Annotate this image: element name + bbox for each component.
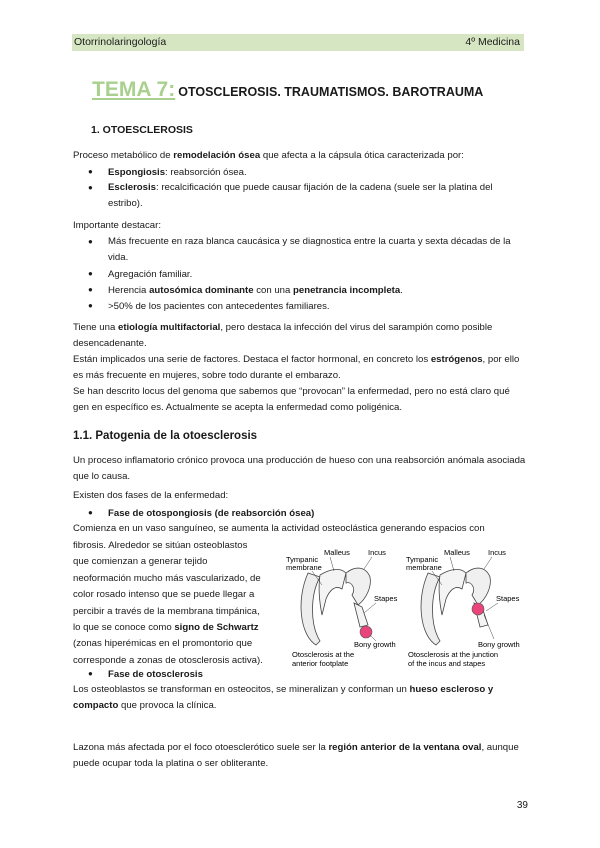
paragraph-fases: Existen dos fases de la enfermedad: xyxy=(73,490,229,501)
caption: anterior footplate xyxy=(292,659,349,668)
list-item-fase-otosclerosis: ● Fase de otosclerosis xyxy=(88,669,203,680)
incus-shape xyxy=(466,568,490,605)
list-item: ● Esclerosis: recalcificación que puede causar fijación de la cadena (suele ser la platina del estribo). xyxy=(88,182,493,210)
incus-shape xyxy=(346,568,370,605)
page-number: 39 xyxy=(516,800,528,811)
otosclerosis-figure xyxy=(286,545,526,670)
label-incus: Incus xyxy=(488,548,506,557)
label-tympanic: membrane xyxy=(286,563,322,572)
paragraph-patogenia: Un proceso inflamatorio crónico provoca una producción de hueso con una reabsorción anómala asociada que lo causa. xyxy=(73,455,526,483)
fase2-paragraph-2: Lazona más afectada por el foco otoesclerótico suele ser la región anterior de la ventana oval, aunque puede ocupar toda la platina o ser obliterante. xyxy=(73,742,519,770)
header-course: Otorrinolaringología xyxy=(74,36,167,48)
list-item: ● Espongiosis: reabsorción ósea. xyxy=(88,167,247,178)
caption: Otosclerosis at the junction xyxy=(408,650,499,659)
label-stapes: Stapes xyxy=(374,594,398,603)
fase1-first-line: Comienza en un vaso sanguíneo, se aumenta la actividad osteoclástica generando espacios con xyxy=(73,523,485,534)
paragraph-genoma: Se han descrito locus del genoma que sabemos que “provocan” la enfermedad, pero no está claro qué gen en específico es. Actualmente se acepta la enfermedad como poligénica. xyxy=(73,386,510,414)
diagram-anterior-footplate xyxy=(286,548,398,668)
label-bony-growth: Bony growth xyxy=(478,640,520,649)
section-heading-patogenia: 1.1. Patogenia de la otoesclerosis xyxy=(73,430,258,442)
title-tema: TEMA 7: xyxy=(92,78,176,101)
caption: Otosclerosis at the xyxy=(292,650,355,659)
label-malleus: Malleus xyxy=(444,548,470,557)
list-item: ● >50% de los pacientes con antecedentes familiares. xyxy=(88,301,330,312)
paragraph-etiologia: Tiene una etiología multifactorial, pero destaca la infección del virus del sarampión como posible desencadenante. xyxy=(73,322,493,350)
section-heading-otoesclerosis: 1. OTOESCLEROSIS xyxy=(91,124,193,136)
fase2-paragraph-1: Los osteoblastos se transforman en osteocitos, se mineralizan y conforman un hueso escleroso y compacto que provoca la clínica. xyxy=(73,684,494,712)
list-item: ● Agregación familiar. xyxy=(88,269,193,280)
malleus-shape xyxy=(319,569,346,615)
list-item-fase-otospongiosis: ● Fase de otospongiosis (de reabsorción ósea) xyxy=(88,508,315,519)
paragraph-factores: Están implicados una serie de factores. Destaca el factor hormonal, en concreto los estrógenos, por ello es más frecuente en mujeres, sobre todo durante el embarazo. xyxy=(73,354,520,382)
tympanic-membrane-shape xyxy=(301,573,320,645)
label-bony-growth: Bony growth xyxy=(354,640,396,649)
label-tympanic: Tympanic xyxy=(286,555,319,564)
page-title xyxy=(92,78,483,102)
malleus-shape xyxy=(439,569,466,615)
label-tympanic: Tympanic xyxy=(406,555,439,564)
label-stapes: Stapes xyxy=(496,594,520,603)
label-incus: Incus xyxy=(368,548,386,557)
bony-growth-mark xyxy=(472,603,484,615)
fase1-paragraph: fibrosis. Alrededor se sitúan osteoblastos que comienzan a generar tejido neoformación mucho más vascularizado, de color rosado intenso que se puede llegar a percibir a través de la membrana timpánica, lo que se conoce como signo de Schwartz (zonas hiperémicas en el promontorio que corresponde a zonas de otosclerosis activa). xyxy=(73,540,263,666)
title-topic: OTOSCLEROSIS. TRAUMATISMOS. BAROTRAUMA xyxy=(178,85,484,99)
list-item: ● Herencia autosómica dominante con una penetrancia incompleta. xyxy=(88,285,403,296)
stapes-shape xyxy=(354,603,368,627)
label-tympanic: membrane xyxy=(406,563,442,572)
bony-growth-mark xyxy=(360,626,372,638)
caption: of the incus and stapes xyxy=(408,659,486,668)
label-malleus: Malleus xyxy=(324,548,350,557)
diagram-incus-stapes-junction xyxy=(406,548,520,668)
list-item: ● Más frecuente en raza blanca caucásica y se diagnostica entre la cuarta y sexta décadas de la vida. xyxy=(88,236,511,264)
intro-paragraph: Proceso metabólico de remodelación ósea que afecta a la cápsula ótica caracterizada por: xyxy=(73,150,464,161)
header-year: 4º Medicina xyxy=(465,36,520,48)
page-header xyxy=(72,34,524,51)
tympanic-membrane-shape xyxy=(421,573,440,645)
destacar-label: Importante destacar: xyxy=(73,220,161,231)
